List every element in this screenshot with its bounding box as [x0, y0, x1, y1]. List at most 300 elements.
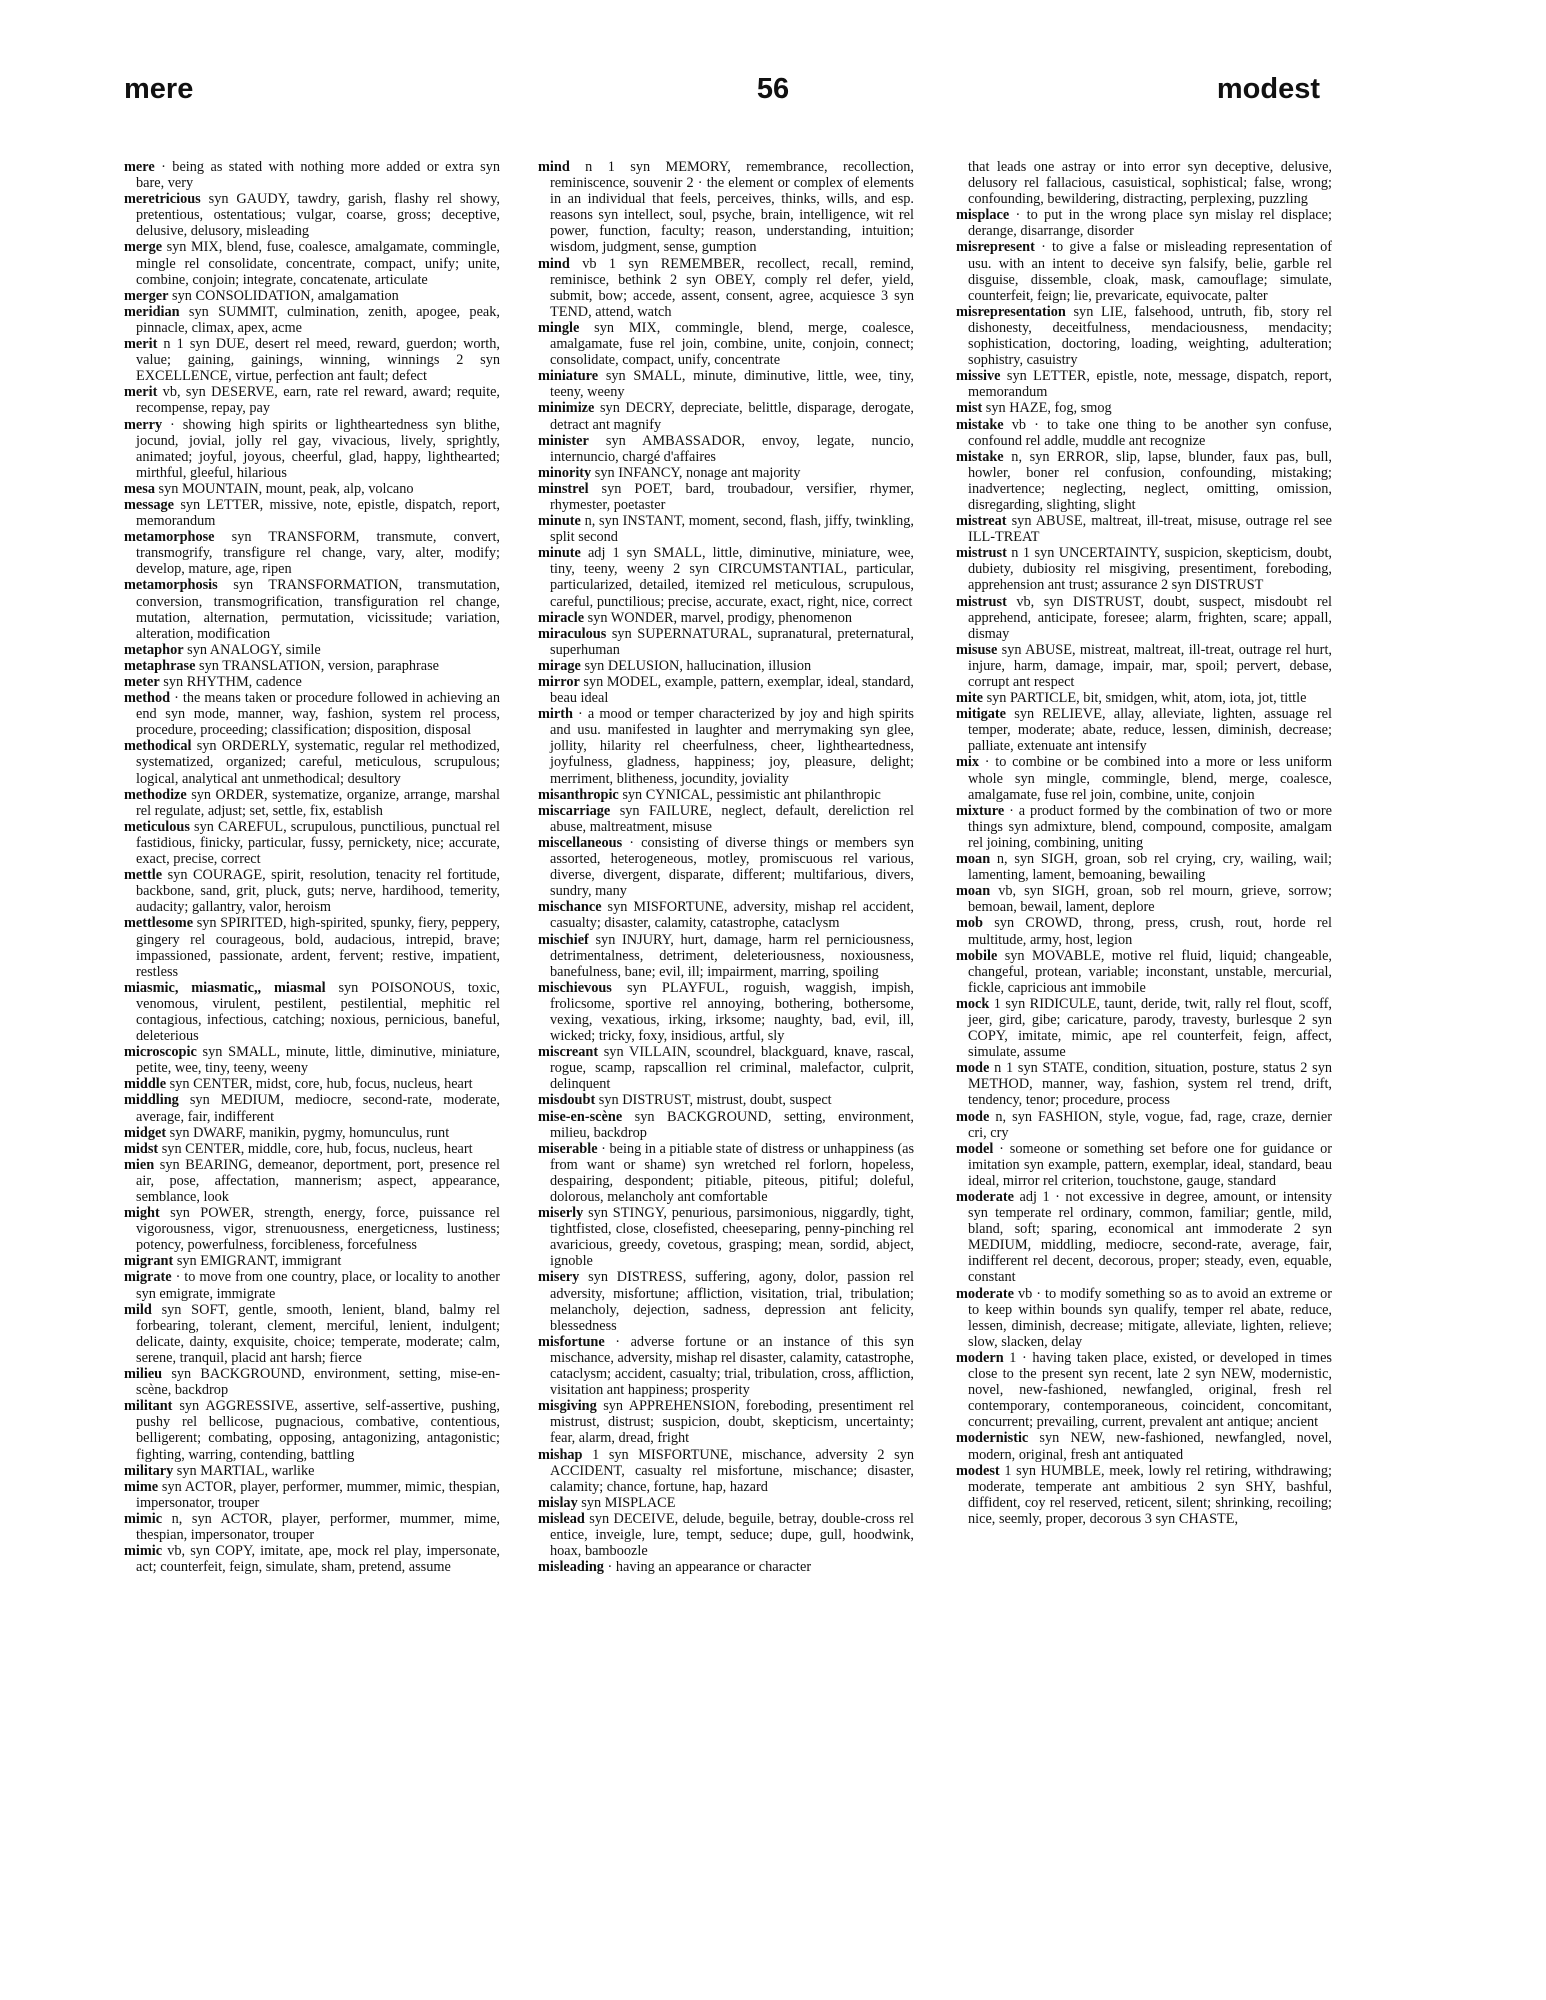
dictionary-entry	[124, 577, 500, 641]
entry-headword: moderate	[956, 1285, 1014, 1302]
entry-headword: misdoubt	[538, 1092, 596, 1109]
dictionary-entry	[124, 787, 500, 819]
entry-headword: missive	[956, 368, 1001, 385]
dictionary-entry	[538, 1511, 914, 1559]
entry-headword: moan	[956, 883, 991, 900]
entry-headword: merit	[124, 336, 158, 353]
entry-headword: miasmic, miasmatic,, miasmal	[124, 979, 326, 996]
dictionary-entry	[124, 304, 500, 336]
dictionary-entry	[124, 1269, 500, 1301]
entry-text: syn CAREFUL, scrupulous, punctilious, punctual rel fastidious, finicky, particular, fussy, pernickety, nice; accurate, exact, precise, correct	[136, 818, 500, 868]
entry-text: syn CENTER, middle, core, hub, focus, nucleus, heart	[158, 1140, 473, 1157]
entry-text: syn POISONOUS, toxic, venomous, virulent, pestilent, pestilential, mephitic rel contagious, infectious, catching; noxious, pernicious, baneful, deleterious	[136, 979, 501, 1045]
dictionary-entry	[956, 1060, 1332, 1108]
entry-headword: mime	[124, 1478, 159, 1495]
entry-headword: mind	[538, 159, 570, 175]
entry-headword: mettle	[124, 867, 163, 884]
dictionary-entry	[538, 658, 914, 674]
entry-text: syn CYNICAL, pessimistic ant philanthropic	[618, 786, 881, 803]
entry-text: · adverse fortune or an instance of this syn mischance, adversity, mishap rel disaster, calamity, catastrophe, cataclysm; accident, casualty; trial, tribulation, cross, affliction, visitation ant happiness; prosperity	[550, 1333, 914, 1399]
entry-text: vb 1 syn REMEMBER, recollect, recall, remind, reminisce, bethink 2 syn OBEY, comply rel defer, yield, submit, bow; accede, assent, consent, agree, acquiesce 3 syn TEND, attend, watch	[550, 255, 914, 320]
dictionary-entry	[124, 1253, 500, 1269]
dictionary-entry	[124, 1141, 500, 1157]
entry-text: syn COURAGE, spirit, resolution, tenacity rel fortitude, backbone, sand, grit, pluck, guts; nerve, hardihood, temerity, audacity; gallantry, valor, heroism	[136, 867, 500, 916]
entry-text: syn MISFORTUNE, adversity, mishap rel accident, casualty; disaster, calamity, catastrophe, cataclysm	[550, 899, 914, 932]
dictionary-entry	[538, 433, 914, 465]
dictionary-entry	[956, 915, 1332, 947]
entry-headword: miniature	[538, 368, 599, 385]
dictionary-entry	[538, 899, 914, 931]
dictionary-entry	[956, 1109, 1332, 1141]
dictionary-entry	[124, 481, 500, 497]
dictionary-entry	[538, 513, 914, 545]
dictionary-entry	[538, 674, 914, 706]
dictionary-entry	[124, 1044, 500, 1076]
entry-headword: mix	[956, 754, 980, 771]
dictionary-entry	[124, 915, 500, 979]
entry-text: syn MEDIUM, mediocre, second-rate, moderate, average, fair, indifferent	[136, 1092, 500, 1125]
dictionary-entry	[538, 1109, 914, 1141]
dictionary-entry	[124, 1157, 500, 1205]
entry-headword: mise-en-scène	[538, 1108, 623, 1125]
entry-text: vb, syn SIGH, groan, sob rel mourn, grieve, sorrow; bemoan, bewail, lament, deplore	[968, 883, 1332, 916]
dictionary-entry	[956, 754, 1332, 802]
entry-headword: method	[124, 690, 171, 707]
entry-text: syn CONSOLIDATION, amalgamation	[168, 287, 399, 304]
entry-headword: modest	[956, 1462, 1000, 1479]
dictionary-entry	[956, 594, 1332, 642]
entry-headword: mesa	[124, 480, 155, 497]
dictionary-entry	[956, 996, 1332, 1060]
dictionary-entry	[124, 1398, 500, 1462]
entry-headword: misanthropic	[538, 786, 619, 803]
entry-headword: misleading	[538, 1559, 604, 1576]
entry-headword: misrepresentation	[956, 303, 1066, 320]
entry-text: · someone or something set before one for guidance or imitation syn example, pattern, exemplar, ideal, standard, beau ideal, mirror rel criterion, touchstone, gauge, standard	[968, 1140, 1332, 1189]
entry-text: n, syn ERROR, slip, lapse, blunder, faux pas, bull, howler, boner rel confusion, confounding, mistaking; inadvertence; neglecting, neglect, omitting, omission, disregarding, slighting, slight	[968, 448, 1332, 513]
dictionary-entry	[538, 400, 914, 432]
entry-text: syn MIX, blend, fuse, coalesce, amalgamate, commingle, mingle rel consolidate, concentrate, compact, unify; unite, combine, conjoin; integrate, concatenate, articulate	[136, 239, 500, 288]
entry-headword: misrepresent	[956, 239, 1035, 256]
entry-text: syn CENTER, midst, core, hub, focus, nucleus, heart	[166, 1076, 473, 1093]
entry-text: syn SOFT, gentle, smooth, lenient, bland, balmy rel forbearing, tolerant, clement, merciful, lenient, indulgent; delicate, dainty, exquisite, choice; temperate, moderate; calm, serene, tranquil, placid ant harsh; fierce	[136, 1301, 500, 1366]
entry-headword: moderate	[956, 1189, 1014, 1205]
column-2	[538, 159, 914, 1575]
dictionary-entry	[956, 545, 1332, 593]
entry-headword: mischief	[538, 931, 589, 948]
entry-text: syn POWER, strength, energy, force, puissance rel vigorousness, vigor, strenuousness, energeticness, lustiness; potency, powerfulness, forcibleness, forcefulness	[136, 1205, 500, 1254]
entry-text: syn MIX, commingle, blend, merge, coalesce, amalgamate, fuse rel join, combine, unite, conjoin, connect; consolidate, compact, unify, concentrate	[550, 319, 914, 369]
dictionary-entry	[124, 658, 500, 674]
entry-headword: mixture	[956, 802, 1005, 819]
dictionary-entry	[956, 449, 1332, 513]
entry-headword: mirage	[538, 657, 581, 674]
entry-headword: modernistic	[956, 1430, 1029, 1447]
dictionary-entry	[124, 1076, 500, 1092]
entry-text: syn LETTER, missive, note, epistle, dispatch, report, memorandum	[136, 496, 500, 530]
entry-text: syn BEARING, demeanor, deportment, port, presence rel air, pose, affectation, mannerism; aspect, appearance, semblance, look	[136, 1156, 500, 1205]
entry-headword: miscellaneous	[538, 834, 623, 851]
entry-headword: mind	[538, 255, 570, 272]
entry-text: 1 syn RIDICULE, taunt, deride, twit, rally rel flout, scoff, jeer, gird, gibe; caricature, parody, travesty, burlesque 2 syn COPY, imitate, mimic, ape rel counterfeit, feign, affect, simulate, assume	[968, 995, 1332, 1061]
entry-headword: meticulous	[124, 818, 190, 835]
entry-text: n, syn FASHION, style, vogue, fad, rage, craze, dernier cri, cry	[968, 1108, 1332, 1141]
entry-headword: mimic	[124, 1510, 163, 1527]
entry-text: adj 1 · not excessive in degree, amount, or intensity syn temperate rel ordinary, common, familiar; gentle, mild, bland, soft; sparing, economical ant immoderate 2 syn MEDIUM, middling, mediocre, second-rate, average, fair, indifferent rel decent, decorous, proper; steady, even, equable, constant	[968, 1189, 1332, 1286]
entry-text: syn DELUSION, hallucination, illusion	[580, 657, 812, 674]
entry-headword: midget	[124, 1124, 167, 1141]
entry-text: · having an appearance or character	[603, 1559, 812, 1576]
entry-headword: misgiving	[538, 1398, 597, 1415]
entry-text: syn SMALL, minute, diminutive, little, wee, tiny, teeny, weeny	[550, 368, 914, 401]
dictionary-entry	[956, 706, 1332, 754]
dictionary-entry	[124, 642, 500, 658]
entry-headword: mistrust	[956, 545, 1007, 562]
dictionary-entry	[538, 320, 914, 368]
entry-headword: misplace	[956, 207, 1010, 224]
entry-headword: mock	[956, 995, 990, 1012]
entry-text: syn ABUSE, mistreat, maltreat, ill-treat, outrage rel hurt, injure, harm, damage, impair, mar, spoil; pervert, debase, corrupt ant respect	[968, 641, 1332, 690]
dictionary-entry	[956, 239, 1332, 303]
dictionary-entry	[124, 1511, 500, 1543]
entry-headword: merge	[124, 239, 163, 256]
dictionary-entry	[956, 1286, 1332, 1350]
dictionary-entry	[956, 690, 1332, 706]
entry-text: 1 syn HUMBLE, meek, lowly rel retiring, withdrawing; moderate, temperate ant ambitious 2 syn SHY, bashful, diffident, coy rel reserved, reticent, silent; shrinking, recoiling; nice, seemly, proper, decorous 3 syn CHASTE,	[968, 1462, 1332, 1527]
entry-text: · a product formed by the combination of two or more things syn admixture, blend, compound, composite, amalgam rel joining, combining, uniting	[968, 802, 1332, 851]
dictionary-entry	[538, 610, 914, 626]
entry-headword: miscreant	[538, 1044, 599, 1061]
entry-headword: minority	[538, 464, 592, 481]
dictionary-entry	[124, 1479, 500, 1511]
entry-headword: mien	[124, 1156, 155, 1173]
entry-headword: mistreat	[956, 513, 1007, 530]
dictionary-entry	[124, 819, 500, 867]
entry-headword: metamorphose	[124, 529, 215, 546]
entry-text: · being as stated with nothing more added or extra syn bare, very	[136, 159, 500, 192]
entry-text: n, syn INSTANT, moment, second, flash, jiffy, twinkling, split second	[550, 513, 914, 546]
dictionary-entry	[538, 1141, 914, 1205]
entry-text: syn WONDER, marvel, prodigy, phenomenon	[584, 609, 853, 626]
dictionary-entry	[538, 1044, 914, 1092]
dictionary-entry	[956, 1189, 1332, 1286]
entry-text: vb · to take one thing to be another syn confuse, confound rel addle, muddle ant recognize	[968, 416, 1332, 449]
entry-headword: mishap	[538, 1446, 583, 1463]
dictionary-entry	[124, 1302, 500, 1366]
entry-headword: metamorphosis	[124, 577, 218, 594]
entry-text: syn INFANCY, nonage ant majority	[591, 464, 801, 481]
dictionary-entry	[538, 1398, 914, 1446]
dictionary-entry	[538, 159, 914, 256]
dictionary-entry	[124, 239, 500, 287]
entry-headword: metaphrase	[124, 657, 196, 674]
dictionary-entry	[538, 1559, 914, 1575]
entry-text: syn GAUDY, tawdry, garish, flashy rel showy, pretentious, ostentatious; vulgar, coarse, gross; deceptive, delusive, delusory, misleading	[136, 191, 500, 240]
entry-text: · showing high spirits or lightheartedness syn blithe, jocund, jovial, jolly rel gay, vivacious, lively, sprightly, animated; joyful, joyous, cheerful, glad, happy, lighthearted; mirthful, gleeful, hilarious	[136, 416, 500, 481]
entry-headword: mirth	[538, 706, 573, 723]
entry-text: · to combine or be combined into a more or less uniform whole syn mingle, commingle, blend, merge, coalesce, amalgamate, fuse rel join, combine, unite, conjoin	[968, 754, 1332, 803]
dictionary-entry	[124, 690, 500, 738]
entry-text: adj 1 syn SMALL, little, diminutive, miniature, wee, tiny, teeny, weeny 2 syn CIRCUMSTANTIAL, particular, particularized, detailed, itemized rel meticulous, scrupulous, careful, punctilious; precise, accurate, exact, right, nice, correct	[550, 545, 914, 610]
entry-text: syn FAILURE, neglect, default, dereliction rel abuse, maltreatment, misuse	[550, 802, 914, 835]
entry-text: syn ABUSE, maltreat, ill-treat, misuse, outrage rel see ILL-TREAT	[968, 513, 1332, 546]
entry-text: n 1 syn STATE, condition, situation, posture, status 2 syn METHOD, manner, way, fashion, system rel trend, drift, tendency, tenor; procedure, process	[968, 1060, 1332, 1109]
entry-headword: meter	[124, 674, 160, 690]
dictionary-entry	[124, 1543, 500, 1575]
entry-headword: model	[956, 1140, 994, 1157]
entry-headword: mimic	[124, 1543, 163, 1560]
entry-headword: might	[124, 1205, 160, 1222]
dictionary-entry	[538, 932, 914, 980]
dictionary-entry	[538, 465, 914, 481]
entry-headword: merger	[124, 287, 169, 304]
entry-text: syn CROWD, throng, press, crush, rout, horde rel multitude, army, host, legion	[968, 915, 1332, 948]
entry-headword: message	[124, 496, 175, 513]
dictionary-entry	[124, 417, 500, 481]
dictionary-entry	[538, 626, 914, 658]
entry-text: syn TRANSFORM, transmute, convert, transmogrify, transfigure rel change, vary, alter, modify; develop, mature, age, ripen	[136, 529, 500, 578]
entry-text: syn SPIRITED, high-spirited, spunky, fiery, peppery, gingery rel courageous, bold, audacious, intrepid, brave; impassioned, passionate, ardent, fervent; restive, impatient, restless	[136, 915, 500, 980]
dictionary-entry	[124, 1205, 500, 1253]
entry-headword: mild	[124, 1301, 152, 1318]
entry-text: syn APPREHENSION, foreboding, presentiment rel mistrust, distrust; suspicion, doubt, skepticism, uncertainty; fear, alarm, dread, fright	[550, 1398, 914, 1447]
dictionary-entry	[956, 1350, 1332, 1430]
entry-text: syn STINGY, penurious, parsimonious, niggardly, tight, tightfisted, close, closefisted, cheeseparing, penny-pinching rel avaricious, greedy, covetous, grasping; mean, sordid, abject, ignoble	[550, 1205, 914, 1270]
entry-headword: merry	[124, 416, 163, 433]
entry-headword: mistrust	[956, 593, 1007, 610]
dictionary-entry	[956, 417, 1332, 449]
entry-text: syn RELIEVE, allay, alleviate, lighten, assuage rel temper, moderate; abate, reduce, lessen, diminish, decrease; palliate, extenuate ant intensify	[968, 706, 1332, 755]
entry-text: n, syn SIGH, groan, sob rel crying, cry, wailing, wail; lamenting, lament, bemoaning, bewailing	[968, 851, 1332, 884]
entry-text: syn MARTIAL, warlike	[173, 1462, 315, 1479]
entry-headword: moan	[956, 851, 991, 868]
entry-headword: mirror	[538, 674, 580, 690]
dictionary-entry	[538, 1269, 914, 1333]
dictionary-entry	[538, 835, 914, 899]
entry-headword: mislead	[538, 1510, 585, 1527]
entry-headword: modern	[956, 1349, 1004, 1366]
entry-headword: mode	[956, 1108, 990, 1125]
column-3	[956, 159, 1332, 1527]
guide-word-left: mere	[124, 73, 194, 105]
column-1	[124, 159, 500, 1575]
entry-text: syn ORDERLY, systematic, regular rel methodized, systematized, organized; careful, meticulous, scrupulous; logical, analytical ant unmethodical; desultory	[136, 738, 500, 787]
entry-text: syn MISPLACE	[577, 1494, 676, 1511]
entry-headword: mischance	[538, 899, 602, 916]
entry-text: n 1 syn MEMORY, remembrance, recollection, reminiscence, souvenir 2 · the element or complex of elements in an individual that feels, perceives, thinks, wills, and esp. reasons syn intellect, soul, psyche, brain, intelligence, wit rel power, function, faculty; reason, understanding, intuition; wisdom, judgment, sense, gumption	[550, 159, 914, 256]
dictionary-entry	[538, 1334, 914, 1398]
dictionary-entry	[956, 642, 1332, 690]
dictionary-entry	[956, 851, 1332, 883]
dictionary-entry	[124, 867, 500, 915]
entry-text: · being in a pitiable state of distress or unhappiness (as from want or shame) syn wretched rel forlorn, hopeless, despairing, despondent; pitiable, piteous, pitiful; doleful, dolorous, melancholy ant comfortable	[550, 1140, 915, 1205]
entry-headword: misuse	[956, 641, 998, 658]
entry-headword: military	[124, 1462, 174, 1479]
entry-text: vb, syn COPY, imitate, ape, mock rel play, impersonate, act; counterfeit, feign, simulate, sham, pretend, assume	[136, 1543, 500, 1576]
entry-headword: milieu	[124, 1366, 163, 1383]
dictionary-entry	[956, 883, 1332, 915]
entry-headword: misery	[538, 1269, 580, 1286]
entry-headword: mist	[956, 400, 983, 417]
entry-text: syn DWARF, manikin, pygmy, homunculus, runt	[166, 1124, 450, 1141]
dictionary-entry	[124, 336, 500, 384]
entry-text: n 1 syn DUE, desert rel meed, reward, guerdon; worth, value; gaining, gainings, winning, winnings 2 syn EXCELLENCE, virtue, perfection ant fault; defect	[136, 336, 500, 385]
entry-text: n, syn ACTOR, player, performer, mummer, mime, thespian, impersonator, trouper	[136, 1510, 500, 1543]
entry-text: syn PLAYFUL, roguish, waggish, impish, frolicsome, sportive rel annoying, bothering, bothersome, vexing, vexatious, irking, irksome; naughty, bad, evil, ill, wicked; tricky, foxy, insidious, artful, sly	[550, 979, 914, 1045]
entry-headword: middle	[124, 1076, 167, 1093]
entry-text: vb, syn DESERVE, earn, rate rel reward, award; requite, recompense, repay, pay	[136, 384, 500, 417]
entry-headword: mingle	[538, 319, 580, 336]
dictionary-entry	[124, 1125, 500, 1141]
dictionary-entry	[538, 1092, 914, 1108]
entry-text: syn POET, bard, troubadour, versifier, rhymer, rhymester, poetaster	[550, 480, 914, 513]
dictionary-entry	[124, 384, 500, 416]
entry-headword: middling	[124, 1092, 179, 1109]
entry-headword: mislay	[538, 1494, 578, 1511]
dictionary-entry	[124, 288, 500, 304]
entry-text: syn ACTOR, player, performer, mummer, mimic, thespian, impersonator, trouper	[136, 1478, 500, 1511]
entry-headword: migrate	[124, 1269, 172, 1286]
entry-text: syn LETTER, epistle, note, message, dispatch, report, memorandum	[968, 368, 1332, 401]
entry-text: 1 · having taken place, existed, or developed in times close to the present syn recent, late 2 syn NEW, modernistic, novel, new-fashioned, newfangled, original, fresh rel contemporary, contemporaneous, coincident, concomitant, concurrent; prevailing, current, prevalent ant antique; ancient	[968, 1349, 1332, 1431]
entry-headword: mobile	[956, 947, 998, 964]
entry-headword: merit	[124, 384, 158, 401]
running-head	[0, 0, 1546, 110]
entry-headword: metaphor	[124, 641, 184, 658]
entry-text: vb · to modify something so as to avoid an extreme or to keep within bounds syn qualify, temper rel abate, reduce, lessen, diminish, decrease; mitigate, alleviate, lighten, relieve; slow, slacken, delay	[968, 1285, 1332, 1350]
dictionary-entry	[956, 159, 1332, 207]
entry-headword: methodical	[124, 738, 192, 755]
entry-headword: miraculous	[538, 625, 607, 642]
entry-headword: miracle	[538, 609, 585, 626]
dictionary-entry	[956, 304, 1332, 368]
dictionary-entry	[124, 529, 500, 577]
entry-text: syn BACKGROUND, environment, setting, mise-en-scène, backdrop	[136, 1366, 500, 1399]
dictionary-entry	[538, 1495, 914, 1511]
entry-text: syn VILLAIN, scoundrel, blackguard, knave, rascal, rogue, scamp, rapscallion rel criminal, malefactor, culprit, delinquent	[550, 1044, 914, 1093]
dictionary-entry	[124, 159, 500, 191]
entry-headword: methodize	[124, 786, 187, 803]
entry-text: syn MODEL, example, pattern, exemplar, ideal, standard, beau ideal	[550, 674, 914, 707]
dictionary-entry	[538, 706, 914, 786]
entry-text: syn AGGRESSIVE, assertive, self-assertive, pushing, pushy rel bellicose, pugnacious, combative, contentious, belligerent; combating, opposing, antagonizing, antagonistic; fighting, warring, contending, battling	[136, 1398, 500, 1463]
dictionary-entry	[124, 1366, 500, 1398]
entry-text: · to give a false or misleading representation of usu. with an intent to deceive syn falsify, belie, garble rel disguise, dissemble, cloak, mask, camouflage; simulate, counterfeit, feign; lie, prevaricate, equivocate, palter	[968, 239, 1332, 304]
entry-text: syn RHYTHM, cadence	[159, 674, 302, 690]
entry-text: syn MOUNTAIN, mount, peak, alp, volcano	[154, 480, 414, 497]
dictionary-entry	[538, 1205, 914, 1269]
entry-text: syn NEW, new-fashioned, newfangled, novel, modern, original, fresh ant antiquated	[968, 1430, 1332, 1463]
entry-headword: miserable	[538, 1140, 598, 1157]
entry-text: syn DISTRUST, mistrust, doubt, suspect	[595, 1092, 832, 1109]
entry-text: syn BACKGROUND, setting, environment, milieu, backdrop	[550, 1108, 914, 1141]
entry-headword: minimize	[538, 400, 595, 417]
entry-headword: minute	[538, 545, 581, 562]
entry-headword: meridian	[124, 303, 180, 320]
dictionary-entry	[538, 1447, 914, 1495]
entry-headword: mere	[124, 159, 155, 175]
entry-text: syn MOVABLE, motive rel fluid, liquid; changeable, changeful, protean, variable; inconstant, unstable, mercurial, fickle, capricious ant immobile	[968, 947, 1332, 996]
entry-headword: mistake	[956, 416, 1004, 433]
entry-text: syn DECRY, depreciate, belittle, disparage, derogate, detract ant magnify	[550, 400, 914, 433]
dictionary-entry	[538, 256, 914, 320]
dictionary-entry	[538, 980, 914, 1044]
entry-text: syn ANALOGY, simile	[183, 641, 321, 658]
entry-text: · the means taken or procedure followed in achieving an end syn mode, manner, way, fashion, system rel process, procedure, proceeding; classification; disposition, disposal	[136, 690, 500, 739]
guide-word-right: modest	[1216, 73, 1320, 105]
entry-text: syn AMBASSADOR, envoy, legate, nuncio, internuncio, chargé d'affaires	[550, 432, 914, 465]
dictionary-entry	[124, 497, 500, 529]
entry-text: syn TRANSFORMATION, transmutation, conversion, transmogrification, transfiguration rel change, mutation, alternation, permutation, vicissitude; variation, alteration, modification	[136, 577, 500, 642]
entry-headword: minstrel	[538, 480, 589, 497]
entry-text: syn EMIGRANT, immigrant	[173, 1253, 342, 1270]
dictionary-entry	[538, 481, 914, 513]
entry-text: syn DECEIVE, delude, beguile, betray, double-cross rel entice, inveigle, lure, tempt, seduce; dupe, gull, hoodwink, hoax, bamboozle	[550, 1510, 914, 1560]
dictionary-entry	[538, 803, 914, 835]
entry-headword: mistake	[956, 448, 1004, 465]
entry-headword: mite	[956, 690, 983, 707]
entry-headword: midst	[124, 1140, 159, 1157]
entry-text: syn PARTICLE, bit, smidgen, whit, atom, iota, jot, tittle	[983, 690, 1307, 707]
dictionary-entry	[956, 948, 1332, 996]
entry-text: · consisting of diverse things or members syn assorted, heterogeneous, motley, promiscuous rel various, diverse, divergent, disparate, different; multifarious, divers, sundry, many	[550, 834, 914, 900]
page-number: 56	[756, 73, 790, 105]
dictionary-entry	[124, 674, 500, 690]
dictionary-entry	[538, 368, 914, 400]
dictionary-entry	[538, 545, 914, 609]
entry-headword: meretricious	[124, 191, 201, 208]
entry-headword: microscopic	[124, 1044, 197, 1061]
entry-headword: misfortune	[538, 1333, 605, 1350]
dictionary-entry	[124, 1463, 500, 1479]
entry-text: that leads one astray or into error syn deceptive, delusive, delusory rel fallacious, casuistical, sophistical; false, wrong; confounding, bewildering, distracting, perplexing, puzzling	[968, 159, 1332, 208]
entry-headword: miserly	[538, 1205, 584, 1222]
entry-text: syn SUMMIT, culmination, zenith, apogee, peak, pinnacle, climax, apex, acme	[136, 303, 500, 336]
entry-headword: minister	[538, 432, 589, 449]
entry-text: 1 syn MISFORTUNE, mischance, adversity 2 syn ACCIDENT, casualty rel misfortune, mischance; disaster, calamity; chance, fortune, hap, hazard	[550, 1446, 914, 1495]
dictionary-entry	[956, 1141, 1332, 1189]
entry-text: syn LIE, falsehood, untruth, fib, story rel dishonesty, deceitfulness, mendaciousness, mendacity; sophistication, doctoring, loading, weighting, adulteration; sophistry, casuistry	[968, 303, 1332, 369]
dictionary-entry	[956, 513, 1332, 545]
dictionary-entry	[538, 787, 914, 803]
entry-headword: mitigate	[956, 706, 1007, 723]
dictionary-entry	[956, 400, 1332, 416]
dictionary-entry	[956, 1463, 1332, 1527]
entry-headword: miscarriage	[538, 802, 611, 819]
dictionary-entry	[124, 191, 500, 239]
dictionary-entry	[956, 207, 1332, 239]
entry-headword: mettlesome	[124, 915, 194, 932]
dictionary-entry	[124, 980, 500, 1044]
entry-text: · to put in the wrong place syn mislay rel displace; derange, disarrange, disorder	[968, 207, 1332, 240]
dictionary-entry	[956, 803, 1332, 851]
entry-text: syn INJURY, hurt, damage, harm rel perniciousness, detrimentalness, detriment, deleteriousness, noxiousness, banefulness, bane; evil, ill; impairment, marring, spoiling	[550, 931, 914, 980]
dictionary-entry	[956, 368, 1332, 400]
entry-text: vb, syn DISTRUST, doubt, suspect, misdoubt rel apprehend, anticipate, foresee; alarm, frighten, scare; appall, dismay	[968, 593, 1332, 642]
entry-headword: militant	[124, 1398, 173, 1415]
entry-text: syn SMALL, minute, little, diminutive, miniature, petite, wee, tiny, teeny, weeny	[136, 1044, 500, 1077]
entry-headword: mob	[956, 915, 984, 932]
entry-headword: minute	[538, 513, 581, 530]
entry-headword: migrant	[124, 1253, 174, 1270]
entry-text: syn TRANSLATION, version, paraphrase	[195, 657, 440, 674]
entry-text: · a mood or temper characterized by joy and high spirits and usu. manifested in laughter and merrymaking syn glee, jollity, hilarity rel cheerfulness, cheer, lightheartedness, joyfulness, gladness, happiness; joy, pleasure, delight; merriment, blitheness, jocundity, joviality	[550, 706, 914, 787]
entry-text: · to move from one country, place, or locality to another syn emigrate, immigrate	[136, 1269, 500, 1302]
dictionary-entry	[956, 1430, 1332, 1462]
entry-text: syn HAZE, fog, smog	[982, 400, 1112, 417]
dictionary-entry	[124, 738, 500, 786]
entry-text: n 1 syn UNCERTAINTY, suspicion, skepticism, doubt, dubiety, dubiosity rel misgiving, presentiment, foreboding, apprehension ant trust; assurance 2 syn DISTRUST	[968, 545, 1332, 594]
